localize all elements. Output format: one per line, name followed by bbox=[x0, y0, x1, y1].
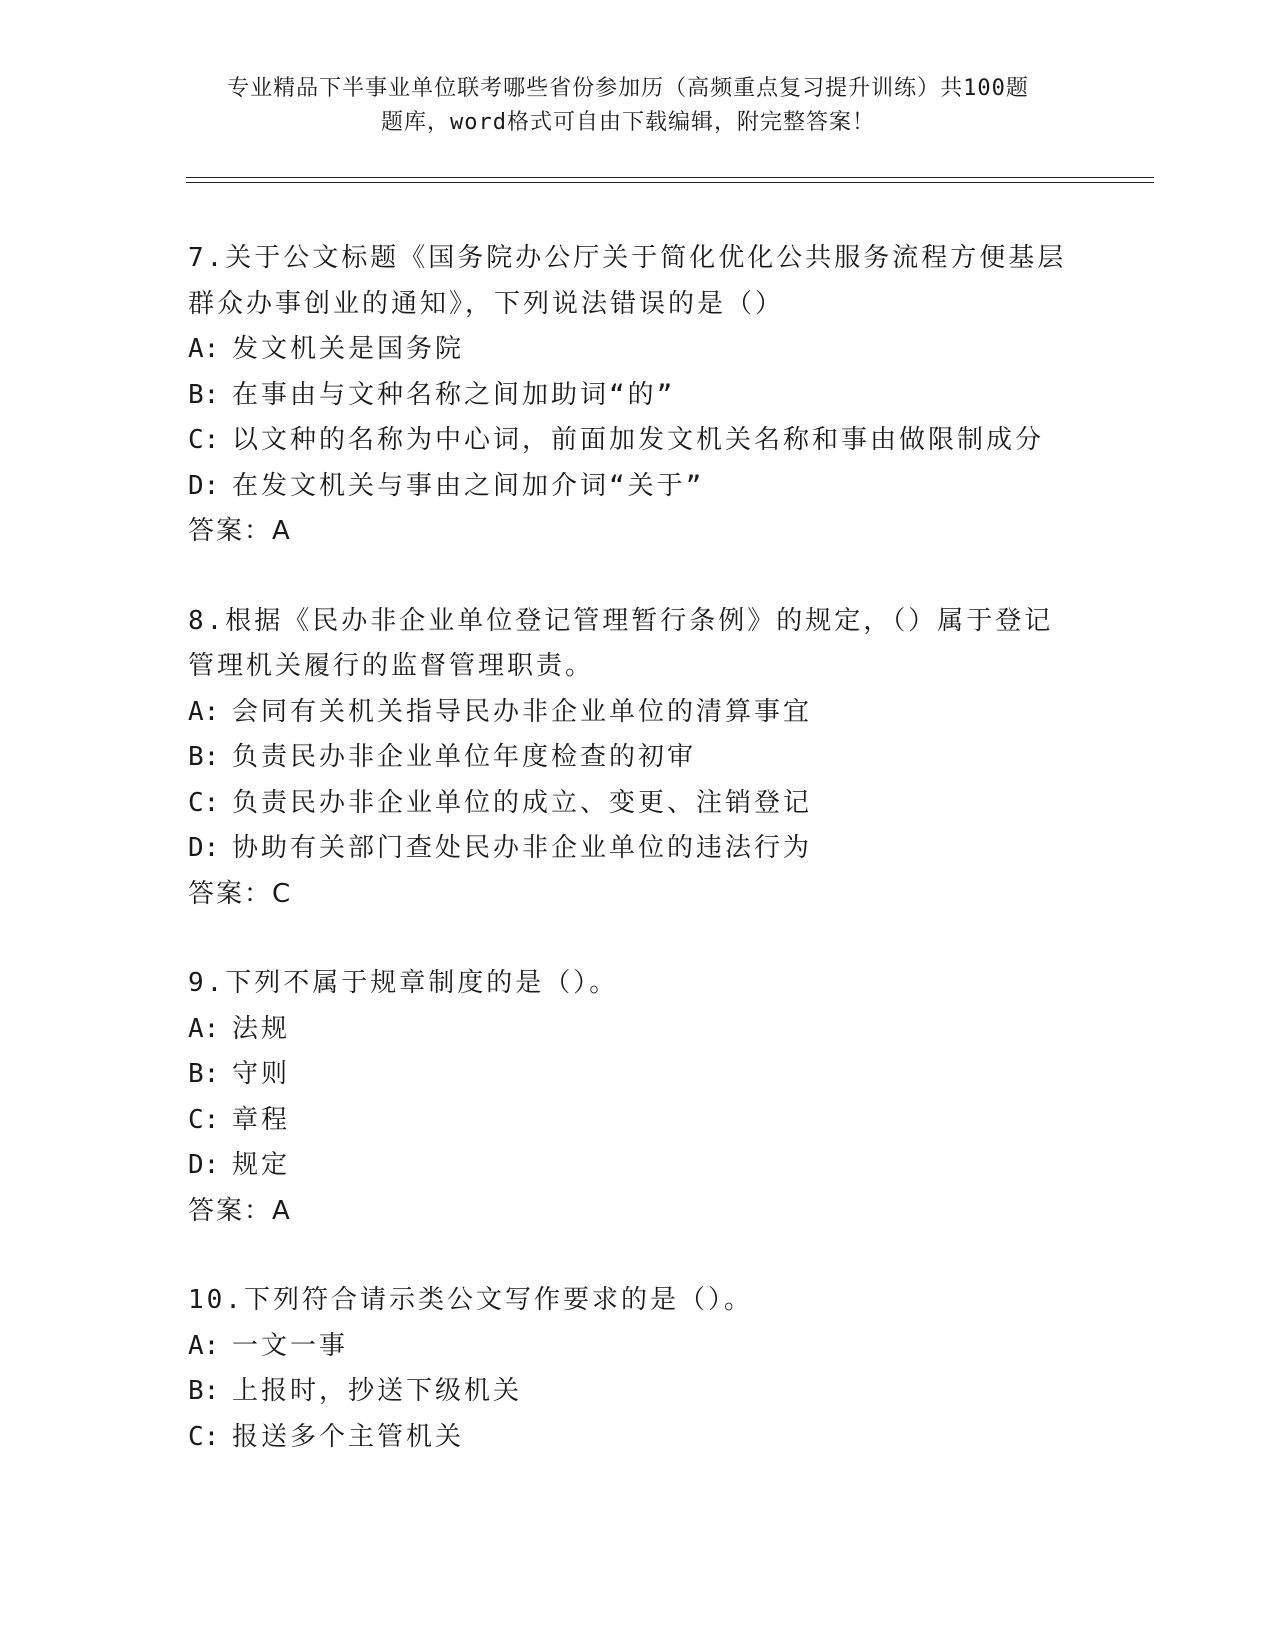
answer: 答案：A bbox=[188, 1195, 292, 1226]
option-text: 协助有关部门查处民办非企业单位的违法行为 bbox=[232, 833, 813, 863]
option-key: C: bbox=[188, 1421, 220, 1452]
option-key: C: bbox=[188, 425, 220, 455]
option-key: A: bbox=[188, 1330, 220, 1361]
question-stem-line: 10.下列符合请示类公文写作要求的是（）。 bbox=[188, 1285, 753, 1315]
question-stem-line: 7.关于公文标题《国务院办公厅关于简化优化公共服务流程方便基层 bbox=[188, 243, 1067, 273]
option-text: 负责民办非企业单位年度检查的初审 bbox=[232, 742, 697, 772]
question-7 bbox=[188, 236, 1088, 555]
option-c bbox=[188, 1415, 1088, 1461]
option-key: B: bbox=[188, 379, 220, 410]
question-stem-line: 8.根据《民办非企业单位登记管理暂行条例》的规定，（）属于登记 bbox=[188, 605, 1054, 636]
question-stem-line: 群众办事创业的通知》，下列说法错误的是（） bbox=[188, 288, 785, 319]
option-b bbox=[188, 373, 1088, 419]
option-key: D: bbox=[188, 470, 220, 501]
option-key: A: bbox=[188, 1013, 220, 1044]
header-divider-top bbox=[186, 177, 1154, 178]
option-key: C: bbox=[188, 1104, 220, 1135]
option-text: 上报时，抄送下级机关 bbox=[232, 1376, 523, 1406]
option-text: 守则 bbox=[232, 1059, 291, 1089]
question-stem-line: 9.下列不属于规章制度的是（）。 bbox=[188, 968, 619, 998]
option-text: 法规 bbox=[232, 1013, 291, 1044]
option-c bbox=[188, 1098, 1088, 1144]
option-c bbox=[188, 418, 1088, 464]
option-text: 发文机关是国务院 bbox=[232, 334, 465, 364]
question-stem-line: 管理机关履行的监督管理职责。 bbox=[188, 651, 595, 681]
option-text: 报送多个主管机关 bbox=[232, 1421, 465, 1452]
option-a bbox=[188, 690, 1088, 736]
option-d bbox=[188, 464, 1088, 510]
option-text: 在事由与文种名称之间加助词“的” bbox=[232, 379, 676, 410]
option-b bbox=[188, 1052, 1088, 1098]
option-key: D: bbox=[188, 1150, 220, 1180]
option-c bbox=[188, 781, 1088, 827]
answer: 答案：C bbox=[188, 878, 293, 909]
option-text: 章程 bbox=[232, 1104, 291, 1135]
option-text: 负责民办非企业单位的成立、变更、注销登记 bbox=[232, 787, 813, 818]
option-b bbox=[188, 735, 1088, 781]
option-key: D: bbox=[188, 833, 220, 863]
option-d bbox=[188, 1143, 1088, 1189]
option-text: 一文一事 bbox=[232, 1330, 349, 1361]
option-a bbox=[188, 1007, 1088, 1053]
header-line-2: 题库，word格式可自由下载编辑，附完整答案！ bbox=[381, 110, 875, 135]
header-line-1: 专业精品下半事业单位联考哪些省份参加历（高频重点复习提升训练）共100题 bbox=[227, 76, 1029, 101]
option-a bbox=[188, 1324, 1088, 1370]
answer: 答案：A bbox=[188, 516, 292, 546]
header-divider-bottom bbox=[186, 182, 1154, 183]
option-key: C: bbox=[188, 787, 220, 818]
option-text: 以文种的名称为中心词，前面加发文机关名称和事由做限制成分 bbox=[232, 425, 1045, 455]
option-key: A: bbox=[188, 696, 220, 727]
option-key: B: bbox=[188, 1376, 220, 1406]
question-10 bbox=[188, 1278, 1088, 1460]
option-d bbox=[188, 826, 1088, 872]
option-text: 会同有关机关指导民办非企业单位的清算事宜 bbox=[232, 696, 813, 727]
option-text: 规定 bbox=[232, 1150, 291, 1180]
question-list bbox=[188, 236, 1088, 1504]
option-key: A: bbox=[188, 334, 220, 364]
option-a bbox=[188, 327, 1088, 373]
question-8 bbox=[188, 599, 1088, 918]
option-key: B: bbox=[188, 742, 220, 772]
option-text: 在发文机关与事由之间加介词“关于” bbox=[232, 470, 705, 501]
option-b bbox=[188, 1369, 1088, 1415]
question-9 bbox=[188, 961, 1088, 1234]
option-key: B: bbox=[188, 1059, 220, 1089]
document-header bbox=[188, 72, 1068, 140]
